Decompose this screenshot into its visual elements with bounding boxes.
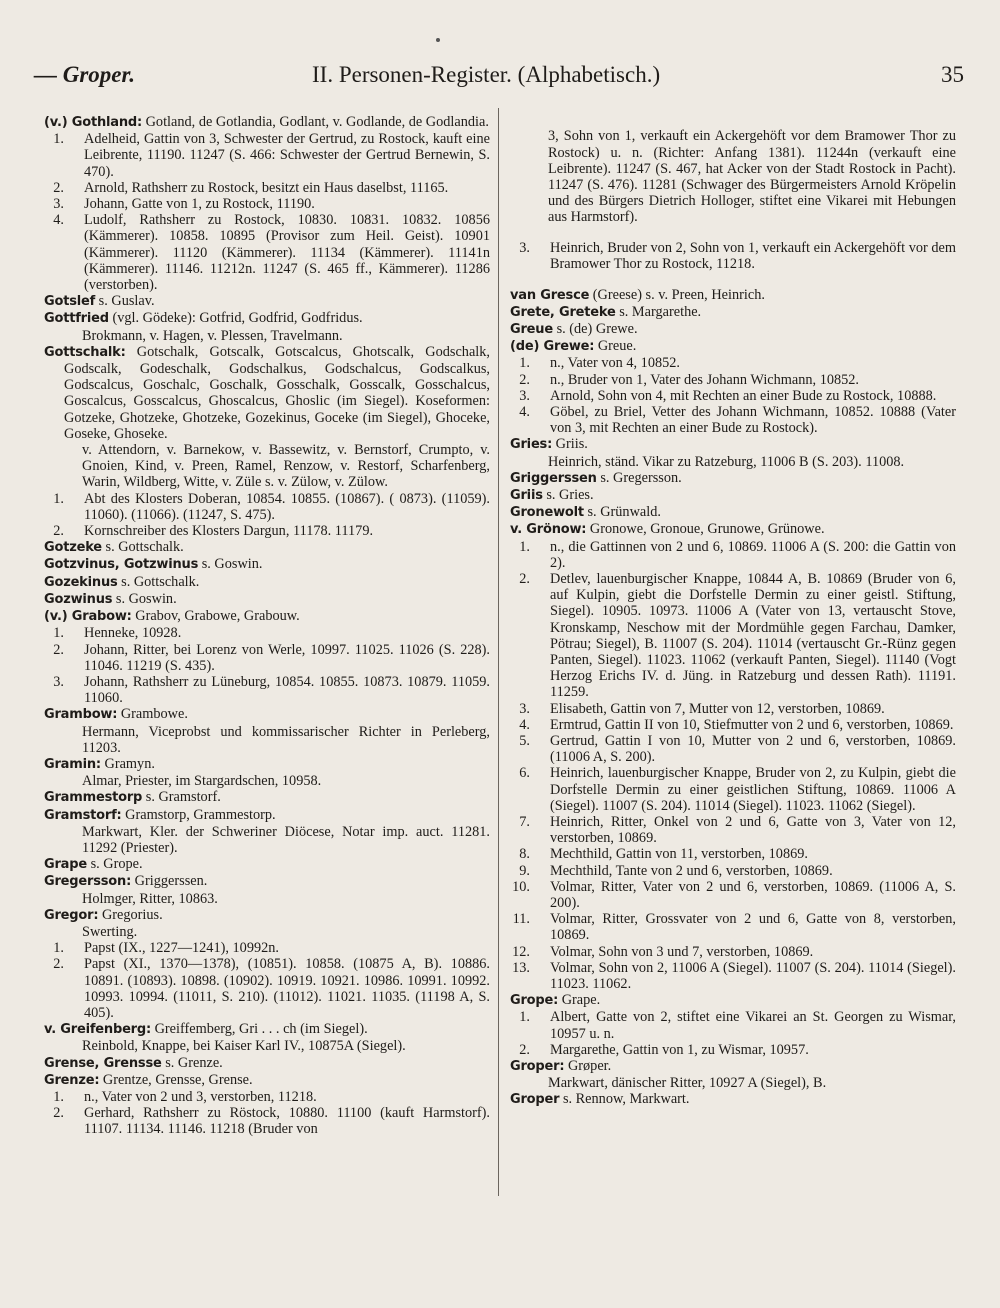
entry-gotzvinus: Gotzvinus, Gotzwinus s. Goswin. [44, 556, 263, 573]
entry-gottfried: Gottfried (vgl. Gödeke): Gotfrid, Godfrid, Godfridus. Brokmann, v. Hagen, v. Plessen, Travelmann. [44, 310, 363, 344]
entry-gregersson: Gregersson: Griggerssen. Holmger, Ritter, 10863. [44, 873, 218, 907]
entry-gothland: (v.) Gothland: Gotland, de Gotlandia, Godlant, v. Godlande, de Godlandia. 1. Adelheid, Gattin von 3, Schwester der Gertrud, zu Rostock, kauft eine Leibrente, 11190. 11247 (S. 466: Schwester der Gertrud Bernewin, S. 470). 2. Arnold, Rathsherr zu Rostock, besitzt ein Haus daselbst, 11165. 3. Johann, Gatte von 1, zu Rostock, 11190. 4. Ludolf, Rathsherr zu Rostock, 10830. 10831. 10832. 10856 (Kämmerer). 10858. 10895 (Provisor zum Heil. Geist). 10901 (Kämmerer). 11120 (Kämmerer). 11134 (Kämmerer). 11141n (Kämmerer). 11146. 11212n. 11247 (S. 465 ff., Kämmerer). 11286 (verstorben). [44, 114, 490, 294]
entry-greue: Greue s. (de) Grewe. [510, 320, 638, 337]
entry-gozwinus: Gozwinus s. Goswin. [44, 590, 177, 607]
entry-grewe: (de) Grewe: Greue. 1. n., Vater von 4, 10852. 2. n., Bruder von 1, Vater des Johann Wichmann, 10852. 3. Arnold, Sohn von 4, mit Rechten an einer Bude zu Rostock, 10888. 4. Göbel, zu Briel, Vetter des Johann Wichmann, 10852. 10888 (Vater von 3, mit Rechten an einer Bude zu Rostock). [510, 338, 956, 437]
entry-grense: Grense, Grensse s. Grenze. [44, 1054, 223, 1071]
print-speck [436, 38, 440, 42]
entry-groper: Groper: Grøper. Markwart, dänischer Ritter, 10927 A (Siegel), B. [510, 1058, 827, 1092]
entry-grete: Grete, Greteke s. Margarethe. [510, 303, 702, 320]
entry-gregor: Gregor: Gregorius. Swerting. 1. Papst (IX., 1227—1241), 10992n. 2. Papst (XI., 1370—1378), (10851). 10858. (10875 A, B). 10886. 10891. (10893). 10898. (10902). 10919. 10921. 10986. 10991. 10992. 10993. 10994. (11011, S. 210). (11012). 11021. 11035. (11198 A, S. 405). [44, 906, 490, 1021]
entry-griggerssen: Griggerssen s. Gregersson. [510, 469, 682, 486]
entry-grenze-continued: 3, Sohn von 1, verkauft ein Ackergehöft vor dem Bramower Thor zu Rostock) u. n. (Richter: Anfang 1381). 11244n (verkauft eine Leibrente). 11247 (S. 467, hat Acker von der Stadt Rostock in Pacht). 11247 (S. 476). 11281 (Schwager des Bürgermeisters Arnold Kröpelin und des Bürgers Dietrich Holloger, stiftet eine Vikarei mit Hebungen aus Harmstorf). [548, 128, 956, 226]
entry-grabow: (v.) Grabow: Grabov, Grabowe, Grabouw. 1. Henneke, 10928. 2. Johann, Ritter, bei Lorenz von Werle, 10997. 11025. 11026 (S. 228). 11046. 11219 (S. 435). 3. Johann, Rathsherr zu Lüneburg, 10854. 10855. 10873. 10879. 11059. 11060. [44, 608, 490, 707]
entry-gresce: van Gresce (Greese) s. v. Preen, Heinrich. [510, 286, 765, 303]
entry-gries: Gries: Griis. Heinrich, ständ. Vikar zu Ratzeburg, 11006 B (S. 203). 11008. [510, 436, 905, 470]
entry-gramstorf: Gramstorf: Gramstorp, Grammestorp. Markwart, Kler. der Schweriner Diöcese, Notar imp. auct. 11281. 11292 (Priester). [44, 806, 490, 856]
entry-griis: Griis s. Gries. [510, 486, 594, 503]
entry-gronow: v. Grönow: Gronowe, Gronoue, Grunowe, Grünowe. 1. n., die Gattinnen von 2 und 6, 10869. 11006 A (S. 200: die Gattin von 2). 2. Detlev, lauenburgischer Knappe, 10844 A, B. 10869 (Bruder von 6, auf Kulpin, giebt die Dorfstelle Dermin zu einer geistl. Stiftung, Siegel). 10905. 10973. 11006 A (Vater von 13, vertauscht Stove, Kronskamp, Neschow mit der Mordmühle gegen Farchau, Damker, Pötrau; Siegel), B. 11007 (S. 204). 11014 (vertauscht Gr.-Rünz gegen Panten, Siegel). 11023. 11062 (verkauft Panten, Siegel). 11140 (Vogt Herzog Erichs IV. d. Jüng. in Ratzeburg und dessen Rath). 11191. 11259. 3. Elisabeth, Gattin von 7, Mutter von 12, verstorben, 10869. 4. Ermtrud, Gattin II von 10, Stiefmutter von 2 und 6, verstorben, 10869. 5. Gertrud, Gattin I von 10, Mutter von 2 und 6, verstorben, 10869. (11006 A, S. 200). 6. Heinrich, lauenburgischer Knappe, Bruder von 2, zu Kulpin, giebt die Dorfstelle Dermin zu einer geistlichen Stiftung, 10869. 11006 A (Siegel). 11007 (S. 204). 11014 (Siegel). 11023. 11062 (Siegel). 7. Heinrich, Ritter, Onkel von 2 und 6, Gatte von 3, Vater von 12, verstorben, 10869. 8. Mechthild, Gattin von 11, verstorben, 10869. 9. Mechthild, Tante von 2 und 6, verstorben, 10869. 10. Volmar, Ritter, Vater von 2 und 6, verstorben, 10869. (11006 A, S. 200). 11. Volmar, Ritter, Grossvater von 2 und 6, Gatte von 8, verstorben, 10869. 12. Volmar, Sohn von 3 und 7, verstorben, 10869. 13. Volmar, Sohn von 2, 11006 A (Siegel). 11007 (S. 204). 11014 (Siegel). 11023. 11062. [510, 521, 956, 993]
entry-grammestorp: Grammestorp s. Gramstorf. [44, 789, 221, 806]
entry-grape: Grape s. Grope. [44, 856, 143, 873]
right-column [510, 114, 956, 1109]
entry-gotslef: Gotslef s. Guslav. [44, 293, 155, 310]
entry-greiffenberg: v. Greifenberg: Greiffemberg, Gri . . . ch (im Siegel). Reinbold, Knappe, bei Kaiser Karl IV., 10875A (Siegel). [44, 1021, 406, 1055]
running-head-title: II. Personen-Register. (Alphabetisch.) [312, 62, 661, 87]
entry-groper-ref: Groper s. Rennow, Markwart. [510, 1091, 690, 1108]
entry-gozekinus: Gozekinus s. Gottschalk. [44, 573, 200, 590]
left-column [44, 114, 490, 1138]
page-number: 35 [941, 62, 964, 87]
entry-grenze-3: 3. Heinrich, Bruder von 2, Sohn von 1, verkauft ein Ackergehöft vor dem Bramower Thor zu Rostock, 11218. [519, 239, 956, 273]
entry-grambow: Grambow: Grambowe. Hermann, Viceprobst und kommissarischer Richter in Perleberg, 11203. [44, 706, 490, 756]
entry-grope: Grope: Grape. 1. Albert, Gatte von 2, stiftet eine Vikarei an St. Georgen zu Wismar, 10957 u. n. 2. Margarethe, Gattin von 1, zu Wismar, 10957. [510, 992, 956, 1058]
page-header [34, 62, 964, 96]
running-head-left: — Groper. [34, 62, 135, 87]
column-rule [498, 108, 499, 1196]
entry-gottschalk: Gottschalk: Gotschalk, Gotscalk, Gotscalcus, Ghotscalk, Godschalk, Godscalk, Godeschalk, Godschalkus, Godschalcus, Godscalkus, Godscalcus, Goschalc, Goschalk, Gosschalk, Gosscalk, Gosschalcus, Goscalcus, Gosscalcus, Ghoscalcus, Ghoslic (im Siegel). Koseformen: Gotzeke, Ghotzeke, Ghotzeke, Gozekinus, Goceke (im Siegel), Ghoceke, Goseke, Ghoseke. v. Attendorn, v. Barnekow, v. Bassewitz, v. Bernstorf, Crumpto, v. Gnoien, Kind, v. Preen, Ramel, Renzow, v. Restorf, Scharfenberg, Warin, Wildberg, Witte, v. Züle s. v. Zülow, v. Zülow. 1. Abt des Klosters Doberan, 10854. 10855. (10867). ( 0873). (11059). 11060). (11066). (11247, S. 475). 2. Kornschreiber des Klosters Dargun, 11178. 11179. [44, 343, 491, 540]
entry-grenze: Grenze: Grentze, Grensse, Grense. 1. n., Vater von 2 und 3, verstorben, 11218. 2. Gerhard, Rathsherr zu Röstock, 10880. 11100 (kauft Harmstorf). 11107. 11134. 11146. 11218 (Bruder von [44, 1071, 490, 1138]
entry-gramin: Gramin: Gramyn. Almar, Priester, im Stargardschen, 10958. [44, 755, 322, 790]
entry-gronewolt: Gronewolt s. Grünwald. [510, 504, 661, 521]
entry-gotzeke: Gotzeke s. Gottschalk. [44, 539, 184, 556]
